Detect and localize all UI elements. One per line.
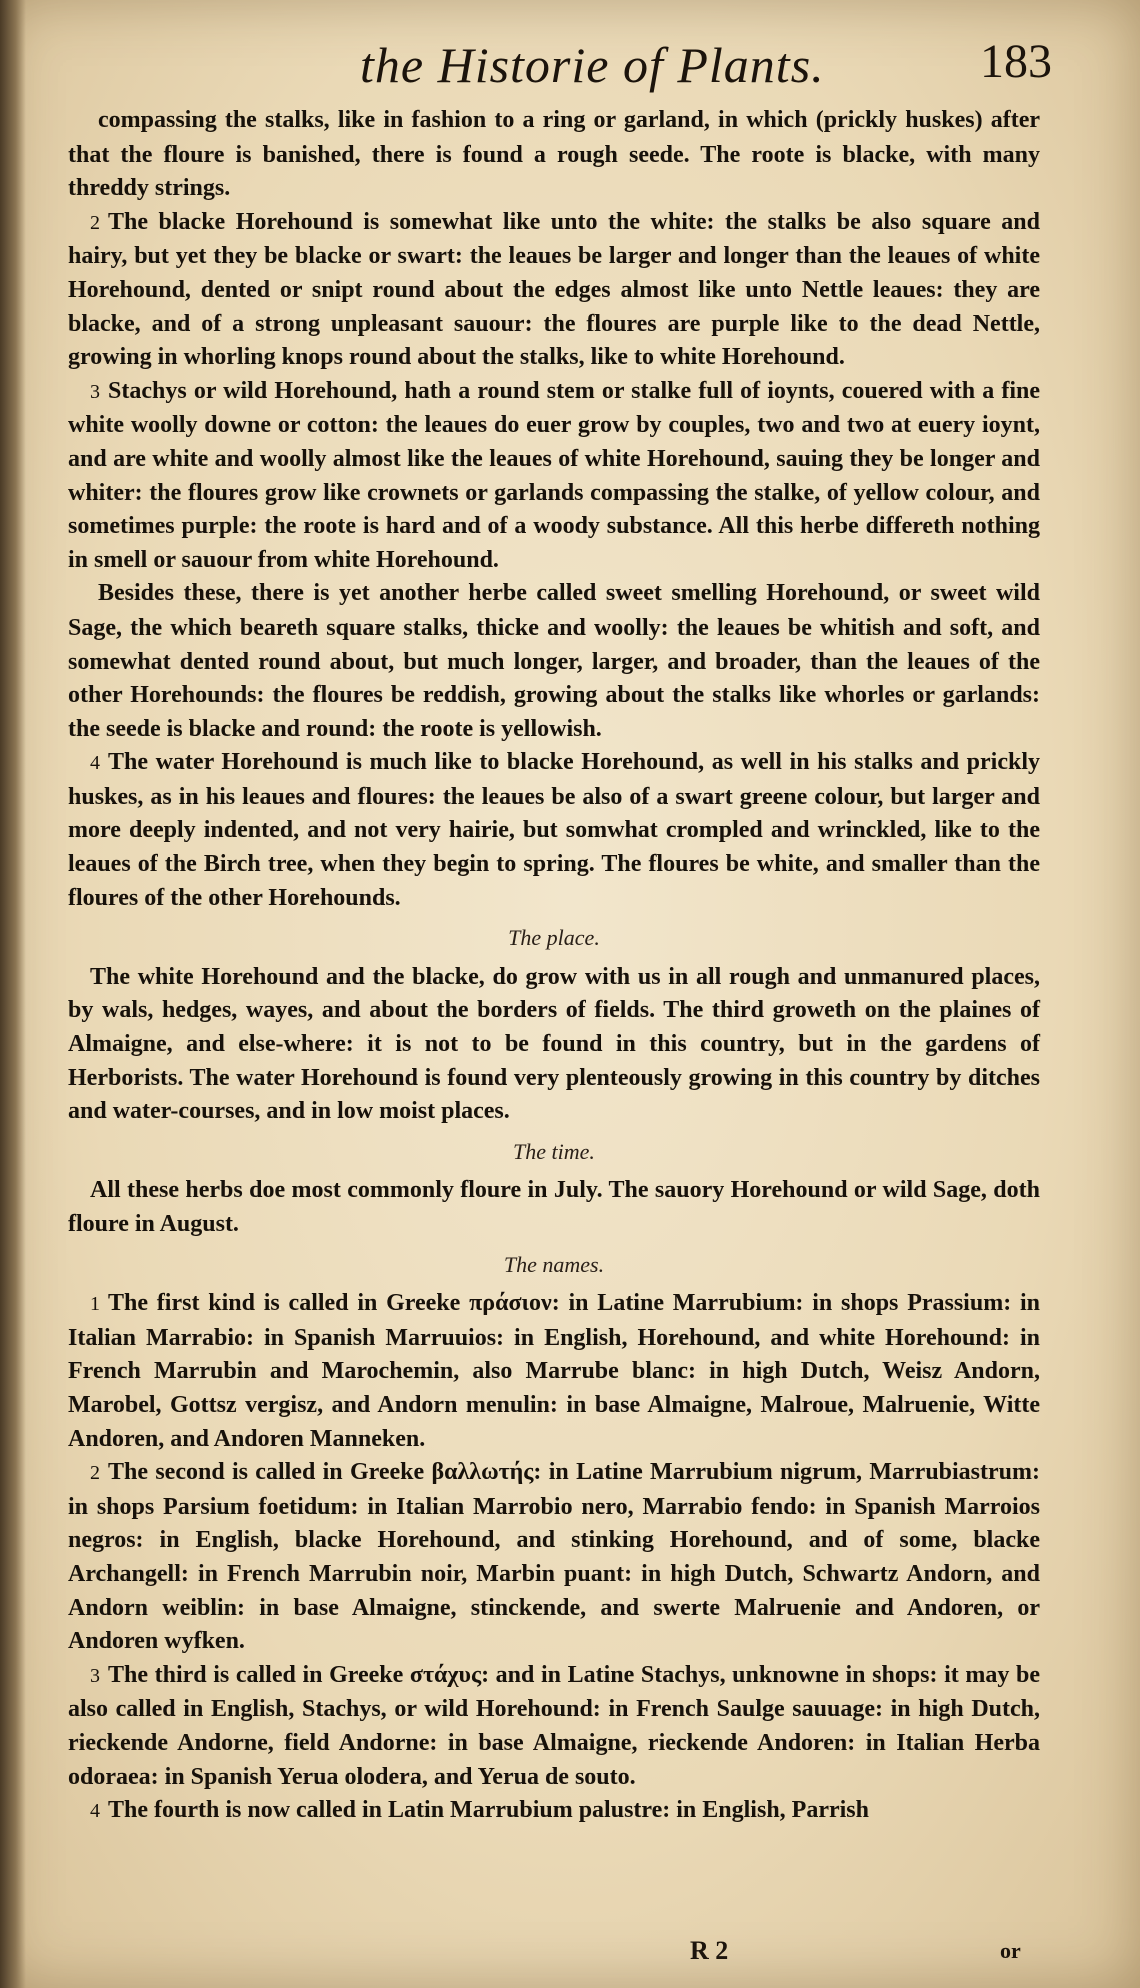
- paragraph-text: The first kind is called in Greeke πράσιον: in Latine Marrubium: in shops Prassium: in Italian Marrabio: in Spanish Marruuios: in English, Horehound, and white Horehound: in French Marrubin and Marochemin, also Marrube blanc: in high Dutch, Weisz Andorn, Marobel, Gottsz vergisz, and Andorn menulin: in base Almaigne, Malroue, Malruenie, Witte Andoren, and Andoren Manneken.: [68, 1290, 1040, 1452]
- description-paragraph: [68, 746, 1040, 915]
- paragraph-number: 3: [90, 380, 100, 403]
- signature-mark: R 2: [690, 1936, 729, 1965]
- description-paragraph: [68, 577, 1040, 746]
- paragraph-number: 2: [90, 1462, 100, 1485]
- page-number: 183: [980, 35, 1052, 88]
- catchword: or: [1000, 1938, 1021, 1963]
- paragraph-text: The third is called in Greeke στάχυς: and in Latine Stachys, unknowne in shops: it may be also called in English, Stachys, or wild Horehound: in French Saulge sauuage: in high Dutch, rieckende Andorne, field Andorne: in base Almaigne, rieckende Andoren: in Italian Herba odoraea: in Spanish Yerua olodera, and Yerua de souto.: [68, 1661, 1040, 1790]
- names-paragraph: [68, 1659, 1040, 1794]
- paragraph-text: The water Horehound is much like to blacke Horehound, as well in his stalks and prickly huskes, as in his leaues and floures: the leaues be also of a swart greene colour, but larger and more deeply indented, and not very hairie, but somwhat crompled and wrinckled, like to the leaues of the Birch tree, when they begin to spring. The floures be white, and smaller than the floures of the other Horehounds.: [68, 749, 1040, 911]
- place-paragraph: The white Horehound and the blacke, do grow with us in all rough and unmanured places, by wals, hedges, wayes, and about the borders of fields. The third groweth on the plaines of Almaigne, and else-where: it is not to be found in this country, but in the gardens of Herborists. The water Horehound is found very plenteously growing in this country by ditches and water-courses, and in low moist places.: [68, 963, 1040, 1125]
- description-paragraph: [68, 206, 1040, 375]
- page-footer: [0, 1936, 1140, 1976]
- paragraph-number: 3: [90, 1664, 100, 1687]
- description-paragraph: [68, 104, 1040, 206]
- paragraph-number: 1: [90, 1293, 100, 1316]
- section-heading-place: The place.: [508, 925, 600, 951]
- paragraph-text: The blacke Horehound is somewhat like unto the white: the stalks be also square and hairy, but yet they be blacke or swart: the leaues be larger and longer than the leaues of white Horehound, dented or snipt round about the edges almost like unto Nettle leaues: they are blacke, and of a strong unpleasant sauour: the floures are purple like to the dead Nettle, growing in whorling knops round about the stalks, like to white Horehound.: [68, 208, 1040, 371]
- paragraph-text: The second is called in Greeke βαλλωτής: in Latine Marrubium nigrum, Marrubiastrum: in shops Parsium foetidum: in Italian Marrobio nero, Marrabio fendo: in Spanish Marroios negros: in English, blacke Horehound, and stinking Horehound, and of some, blacke Archangell: in French Marrubin noir, Marbin puant: in high Dutch, Schwartz Andorn, and Andorn weiblin: in base Almaigne, stinckende, and swerte Malruenie and Andoren, or Andoren wyfken.: [68, 1459, 1040, 1655]
- names-paragraph: [68, 1287, 1040, 1456]
- section-heading-time: The time.: [513, 1138, 595, 1164]
- paragraph-number: 4: [90, 752, 100, 775]
- paragraph-text: Besides these, there is yet another herbe called sweet smelling Horehound, or sweet wild Sage, the which beareth square stalks, thicke and woolly: the leaues be whitish and soft, and somewhat dented round about, but much longer, larger, and broader, than the leaues of the other Horehounds: the floures be reddish, growing about the stalks like whorles or garlands: the seede is blacke and round: the roote is yellowish.: [68, 580, 1040, 742]
- page-header: [0, 28, 1140, 108]
- description-paragraph: [68, 375, 1040, 578]
- paragraph-number: 4: [90, 1800, 100, 1823]
- text-body: [68, 104, 1040, 1829]
- page-gutter-shadow: [0, 0, 26, 1988]
- section-heading-names: The names.: [503, 1251, 605, 1277]
- paragraph-text: Stachys or wild Horehound, hath a round stem or stalke full of ioynts, couered with a fine white woolly downe or cotton: the leaues do euer grow by couples, two and two at euery ioynt, and are white and woolly almost like the leaues of white Horehound, sauing they be longer and whiter: the floures grow like crownets or garlands compassing the stalke, of yellow colour, and sometimes purple: the roote is hard and of a woody substance. All this herbe differeth nothing in smell or sauour from white Horehound.: [68, 377, 1040, 573]
- time-paragraph: All these herbs doe most commonly floure in July. The sauory Horehound or wild Sage, doth floure in August.: [68, 1177, 1040, 1237]
- paragraph-text: The fourth is now called in Latin Marrubium palustre: in English, Parrish: [108, 1797, 869, 1824]
- running-title: the Historie of Plants.: [360, 37, 825, 93]
- paragraph-text: compassing the stalks, like in fashion to a ring or garland, in which (prickly huskes) after that the floure is banished, there is found a rough seede. The roote is blacke, with many threddy strings.: [68, 107, 1040, 202]
- names-paragraph: [68, 1456, 1040, 1659]
- names-paragraph: [68, 1794, 1040, 1829]
- paragraph-number: 2: [90, 211, 100, 234]
